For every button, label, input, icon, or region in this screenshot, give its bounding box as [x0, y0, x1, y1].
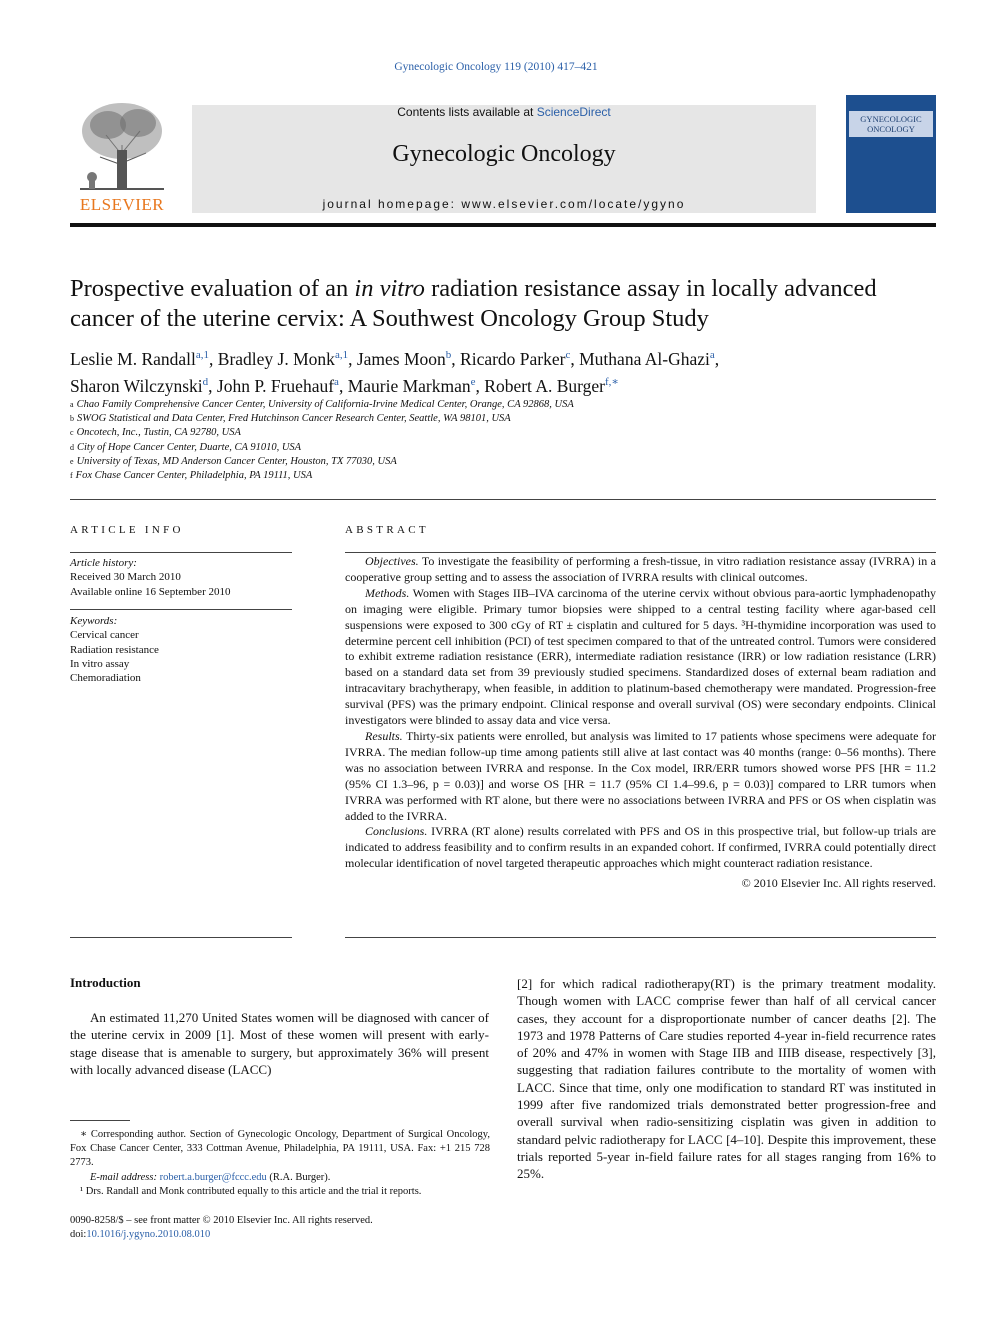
abstract-body	[345, 554, 936, 892]
author: Muthana Al-Ghazi	[579, 348, 710, 369]
author-affil-link[interactable]: a	[334, 375, 339, 388]
contents-prefix: Contents lists available at	[397, 105, 534, 119]
doi-label: doi:	[70, 1229, 87, 1241]
abstract-results	[345, 729, 936, 824]
author: James Moon	[356, 348, 446, 369]
header-divider	[70, 499, 936, 500]
introduction-heading: Introduction	[70, 975, 141, 990]
author-separator: ,	[475, 375, 485, 396]
keywords-label: Keywords:	[70, 615, 118, 627]
affiliation	[70, 398, 936, 412]
author-affil-link[interactable]: e	[470, 375, 476, 388]
email-link[interactable]: robert.a.burger@fccc.edu	[159, 1171, 267, 1183]
author-list	[70, 344, 936, 398]
affiliation-text: SWOG Statistical and Data Center, Fred Hutchinson Cancer Research Center, Seattle, WA 98101, USA	[77, 413, 511, 425]
affiliation	[70, 426, 936, 440]
affiliation-key: f	[70, 471, 73, 481]
affiliation-key: c	[70, 428, 74, 438]
email-note	[70, 1171, 490, 1185]
abstract-conclusions	[345, 824, 936, 872]
affiliations	[70, 398, 936, 483]
author-separator: ,	[209, 348, 218, 369]
affiliation-text: Oncotech, Inc., Tustin, CA 92780, USA	[76, 427, 241, 439]
title-part1: Prospective evaluation of an	[70, 275, 355, 302]
abstract-rule	[345, 552, 936, 553]
author: Maurie Markman	[347, 375, 471, 396]
journal-cover-thumbnail	[846, 95, 936, 213]
affiliation-key: d	[70, 442, 74, 452]
footnote-rule	[70, 1120, 130, 1121]
article-info-rule	[70, 552, 292, 553]
masthead-banner	[192, 105, 816, 213]
abstract-methods	[345, 586, 936, 729]
email-suffix: (R.A. Burger).	[266, 1171, 331, 1183]
cover-title-line1: GYNECOLOGIC	[860, 114, 922, 124]
sciencedirect-link[interactable]: ScienceDirect	[536, 105, 611, 119]
affiliation-text: Fox Chase Cancer Center, Philadelphia, PA 19111, USA	[75, 470, 313, 482]
cover-title	[849, 114, 933, 134]
email-label: E-mail address:	[90, 1171, 157, 1183]
front-matter	[70, 1214, 490, 1242]
author-separator: ,	[714, 348, 720, 369]
keywords-rule	[70, 609, 292, 610]
section-label: Results.	[365, 728, 403, 743]
body-paragraph: An estimated 11,270 United States women will be diagnosed with cancer of the uterine cervix in 2009 [1]. Most of these women will present with early-stage disease that is amenable to surgery, but approximately 36% will present with locally advanced disease (LACC)	[70, 1010, 489, 1077]
online-date: Available online 16 September 2010	[70, 585, 231, 598]
keywords	[70, 614, 292, 685]
keyword: Cervical cancer	[70, 629, 139, 642]
masthead	[70, 95, 936, 215]
author-affil-link[interactable]: c	[565, 349, 571, 361]
cover-title-line2: ONCOLOGY	[867, 124, 915, 134]
section-label: Conclusions.	[365, 824, 428, 839]
body-paragraph: [2] for which radical radiotherapy(RT) is the primary treatment modality. Though women with LACC comprise fewer than half of all cervical cancer cases, they account for a disproportionate number of cancer deaths [2]. The 1973 and 1978 Patterns of Care studies reported 4-year in-field recurrence rates of 20% and 47% in women with Stage IIB and IIIB disease, respectively [3], suggesting that radiation failures contribute to the mortality of women with LACC. Since that time, only one modification to standard RT was instituted in 1999 after five randomized trials demonstrated better progression-free and overall survival when radio-sensitizing cisplatin was given in addition to standard pelvic radiotherapy for LACC [4–10]. Despite this improvement, these trials reported 5-year in-field failure rates for all stages ranging from 16% to 25%.	[517, 976, 936, 1182]
author: Ricardo Parker	[460, 348, 566, 369]
affiliation	[70, 455, 936, 469]
keyword: Chemoradiation	[70, 672, 141, 685]
keyword: Radiation resistance	[70, 643, 159, 656]
author-separator: ,	[348, 348, 357, 369]
cover-title-panel	[849, 111, 933, 137]
section-label: Methods.	[365, 585, 410, 600]
body-right-column	[517, 975, 936, 1183]
author-separator: ,	[451, 348, 461, 369]
title-italic: in vitro	[354, 275, 425, 302]
author: Sharon Wilczynski	[70, 375, 203, 396]
affiliation-text: University of Texas, MD Anderson Cancer Center, Houston, TX 77030, USA	[76, 455, 397, 467]
article-title	[70, 274, 936, 334]
author-affil-link[interactable]: b	[445, 349, 452, 361]
affiliation-text: City of Hope Cancer Center, Duarte, CA 91010, USA	[77, 441, 302, 453]
keyword: In vitro assay	[70, 657, 130, 670]
journal-homepage[interactable]: journal homepage: www.elsevier.com/locate/ygyno	[322, 197, 686, 211]
author-affil-link[interactable]: a,1	[334, 349, 349, 361]
author-separator: ,	[208, 375, 217, 396]
contents-line	[192, 105, 816, 119]
article-info-heading: ARTICLE INFO	[70, 524, 184, 536]
affiliation-key: a	[70, 400, 74, 409]
author: Robert A. Burger	[484, 375, 605, 396]
corresponding-author-note: ∗ Corresponding author. Section of Gynecologic Oncology, Department of Surgical Oncology, Fox Chase Cancer Center, 333 Cottman Avenue, Philadelphia, PA 19111, USA. Fax: +1 215 728 2773.	[70, 1129, 490, 1169]
author-separator: ,	[570, 348, 580, 369]
equal-contribution-note: ¹ Drs. Randall and Monk contributed equally to this article and the trial it reports.	[80, 1185, 422, 1197]
info-bottom-rule	[70, 937, 292, 938]
elsevier-tree-logo	[70, 95, 174, 215]
journal-citation[interactable]: Gynecologic Oncology 119 (2010) 417–421	[394, 61, 598, 73]
body-left-column	[70, 1009, 489, 1078]
doi-link[interactable]: 10.1016/j.ygyno.2010.08.010	[86, 1229, 211, 1241]
section-text: Women with Stages IIB–IVA carcinoma of the uterine cervix without obvious para-aortic lymphadenopathy on imaging were eligible. Primary tumor biopsies were shipped to a central testing facility where agar-based cell suspensions were exposed to 300 cGy of RT ± cisplatin and cultured for 5 days. ³H-thymidine incorporation was used to determine percent cell inhibition (PCI) of test specimen compared to that of the untreated control. Tumors were considered to exhibit extreme radiation resistance (ERR), intermediate radiation resistance (IRR) or low radiation resistance (LRR) based on a standard data set from 39 previously studied specimens. Standardized doses of external beam radiation and intracavitary brachytherapy, when feasible, in addition to platinum-based chemotherapy were mandated. Progression-free survival (PFS) was the primary endpoint. Clinical response and overall survival (OS) were secondary endpoints. Clinical investigators were blinded to assay data and vice versa.	[345, 585, 936, 728]
title-part2: radiation resistance assay in locally advanced cancer of the uterine cervix: A Southwest Oncology Group Study	[70, 275, 877, 332]
article-history	[70, 556, 292, 599]
section-label: Objectives.	[365, 554, 419, 568]
author: Bradley J. Monk	[217, 348, 335, 369]
affiliation-key: e	[70, 456, 74, 466]
history-label: Article history:	[70, 557, 137, 569]
author: John P. Fruehauf	[216, 375, 335, 396]
author-affil-link[interactable]: a	[709, 349, 715, 361]
author-separator: ,	[338, 375, 348, 396]
affiliation	[70, 469, 936, 483]
abstract-bottom-rule	[345, 937, 936, 938]
section-text: To investigate the feasibility of performing a fresh-tissue, in vitro radiation resistance assay (IVRRA) in a cooperative group setting and to assess the association of IVRRA results with clinical outcomes.	[345, 554, 936, 584]
abstract-heading: ABSTRACT	[345, 524, 429, 536]
footnotes	[70, 1128, 490, 1199]
doi-line	[70, 1228, 490, 1242]
abstract-copyright: © 2010 Elsevier Inc. All rights reserved.	[741, 876, 936, 891]
section-text: IVRRA (RT alone) results correlated with PFS and OS in this prospective trial, but follow-up trials are indicated to address feasibility and to confirm results in an expanded cohort. If confirmed, IVRRA could potentially direct molecular identification of novel targeted therapeutic approaches which might counteract radiation resistance.	[345, 824, 936, 871]
author-affil-link[interactable]: d	[202, 375, 209, 388]
affiliation	[70, 441, 936, 455]
issn-line: 0090-8258/$ – see front matter © 2010 Elsevier Inc. All rights reserved.	[70, 1215, 373, 1226]
abstract-objectives	[345, 554, 936, 586]
masthead-rule	[70, 223, 936, 227]
author-affil-link[interactable]: f,∗	[605, 375, 619, 388]
section-text: Thirty-six patients were enrolled, but analysis was limited to 17 patients whose specimens were adequate for IVRRA. The median follow-up time among patients still alive at last contact was 40 months (range: 0–56 months). There was no association between IVRRA and response. In the Cox model, IRR/ERR tumors showed worse PFS [HR = 11.2 (95% CI 1.3–96, p = 0.03)] and worse OS [HR = 11.7 (95% CI 1.4–99.6, p = 0.03)] compared to LRR tumors when IVRRA was performed with RT alone, but there were no associations between IVRRA and PFS or OS when cisplatin was added to the IVRRA.	[345, 728, 936, 823]
author-affil-link[interactable]: a,1	[195, 349, 210, 361]
author: Leslie M. Randall	[70, 348, 196, 369]
affiliation-key: b	[70, 414, 74, 424]
affiliation	[70, 412, 936, 426]
received-date: Received 30 March 2010	[70, 571, 181, 584]
elsevier-wordmark: ELSEVIER	[79, 195, 165, 214]
affiliation-text: Chao Family Comprehensive Cancer Center, University of California-Irvine Medical Center, Orange, CA 92868, USA	[76, 399, 574, 410]
journal-name: Gynecologic Oncology	[392, 141, 616, 167]
